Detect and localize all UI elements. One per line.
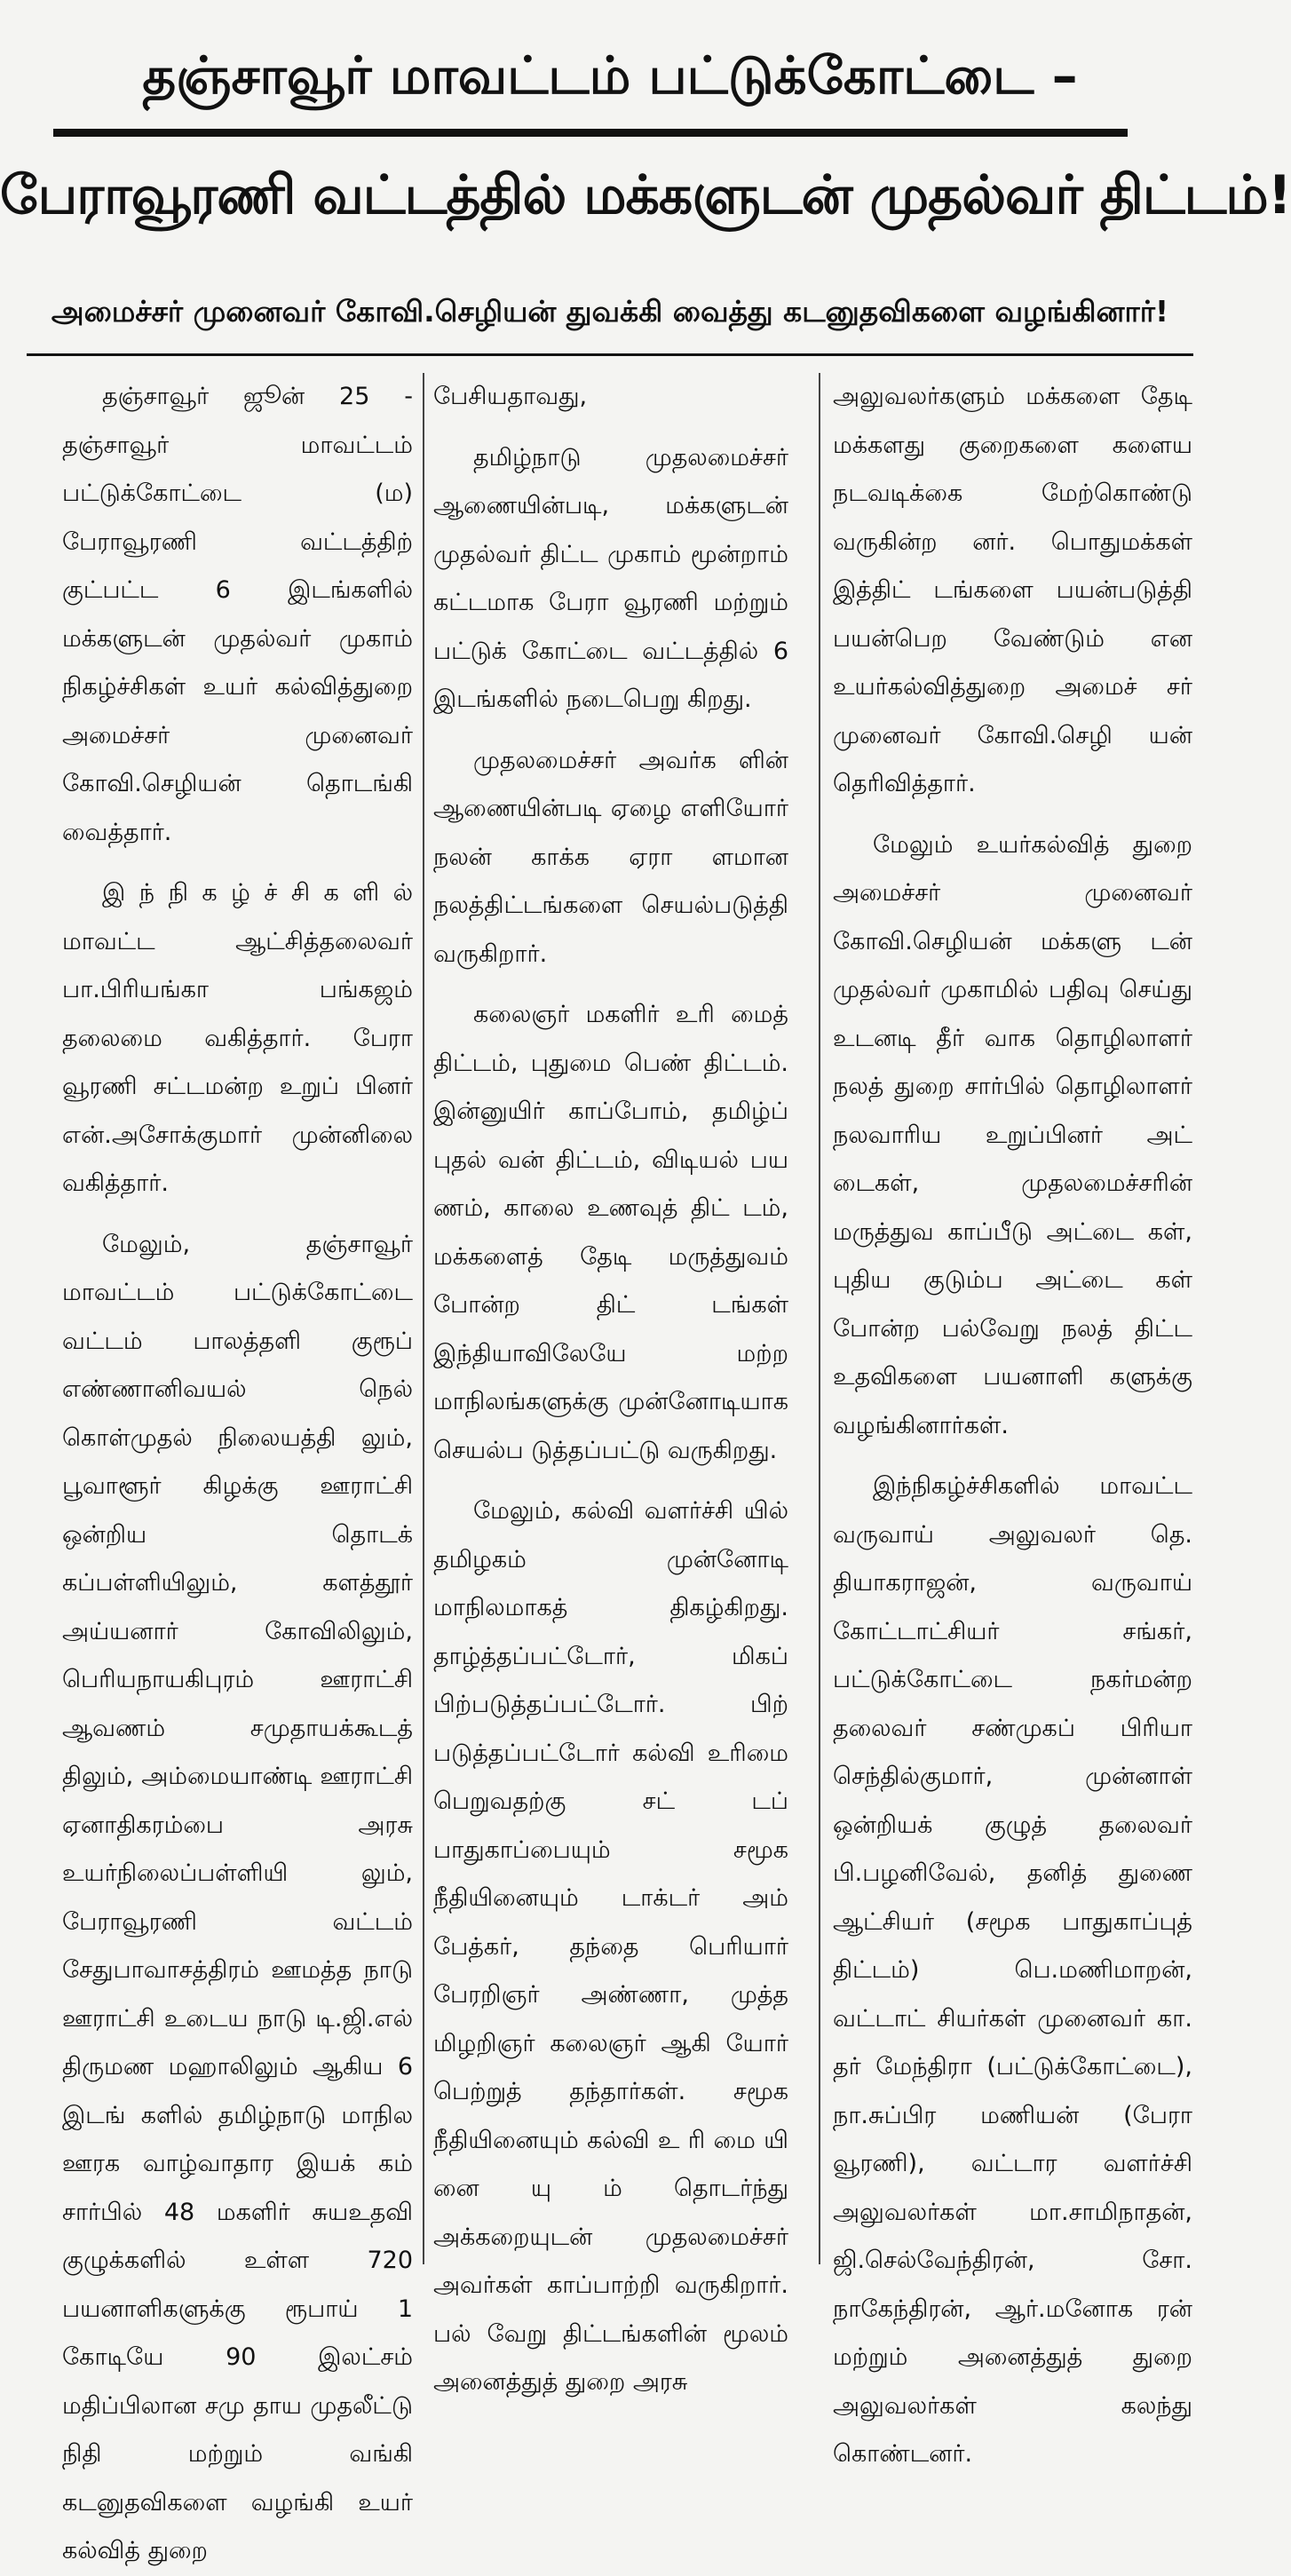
subhead-rule bbox=[27, 353, 1193, 356]
paragraph: இ ந் நி க ழ் ச் சி க ளி ல் மாவட்ட ஆட்சித்தலைவர் பா.பிரியங்கா பங்கஜம் தலைமை வகித்தார். பேரா வூரணி சட்டமன்ற உறுப் பினர் என்.அசோக்குமார் முன்னிலை வகித்தார். bbox=[62, 879, 413, 1197]
column-divider bbox=[423, 373, 424, 2264]
paragraph: கலைஞர் மகளிர் உரி மைத் திட்டம், புதுமை பெண் திட்டம். இன்னுயிர் காப்போம், தமிழ்ப் புதல் வன் திட்டம், விடியல் பய ணம், காலை உணவுத் திட் டம், மக்களைத் தேடி மருத்துவம் போன்ற திட் டங்கள் இந்தியாவிலேயே மற்ற மாநிலங்களுக்கு முன்னோடியாக செயல்ப டுத்தப்பட்டு வருகிறது. bbox=[433, 1001, 788, 1464]
paragraph: மேலும், தஞ்சாவூர் மாவட்டம் பட்டுக்கோட்டை வட்டம் பாலத்தளி குரூப் எண்ணானிவயல் நெல் கொள்முதல் நிலையத்தி லும், பூவாளூர் கிழக்கு ஊராட்சி ஒன்றிய தொடக் கப்பள்ளியிலும், களத்தூர் அய்யனார் கோவிலிலும், பெரியநாயகிபுரம் ஊராட்சி ஆவணம் சமுதாயக்கூடத் திலும், அம்மையாண்டி ஊராட்சி ஏனாதிகரம்பை அரசு உயர்நிலைப்பள்ளியி லும், பேராவூரணி வட்டம் சேதுபாவாசத்திரம் ஊமத்த நாடு ஊராட்சி உடைய நாடு டி.ஜி.எல் திருமண மஹாலிலும் ஆகிய 6 இடங் களில் தமிழ்நாடு மாநில ஊரக வாழ்வாதார இயக் கம் சார்பில் 48 மகளிர் சுயஉதவி குழுக்களில் உள்ள 720 பயனாளிகளுக்கு ரூபாய் 1 கோடியே 90 இலட்சம் மதிப்பிலான சமு தாய முதலீட்டு நிதி மற்றும் வங்கி கடனுதவிகளை வழங்கி உயர் கல்வித் துறை bbox=[62, 1230, 413, 2564]
title-rule bbox=[53, 129, 1128, 137]
column-2 bbox=[433, 373, 788, 2396]
paragraph: மேலும் உயர்கல்வித் துறை அமைச்சர் முனைவர் கோவி.செழியன் மக்களு டன் முதல்வர் முகாமில் பதிவு செய்து உடனடி தீர் வாக தொழிலாளர் நலத் துறை சார்பில் தொழிலாளர் நலவாரிய உறுப்பினர் அட் டைகள், முதலமைச்சரின் மருத்துவ காப்பீடு அட்டை கள், புதிய குடும்ப அட்டை கள் போன்ற பல்வேறு நலத் திட்ட உதவிகளை பயனாளி களுக்கு வழங்கினார்கள். bbox=[833, 830, 1192, 1439]
headline: பேராவூரணி வட்டத்தில் மக்களுடன் முதல்வர் திட்டம்! bbox=[0, 164, 1291, 226]
paragraph: தஞ்சாவூர் ஜூன் 25 - தஞ்சாவூர் மாவட்டம் பட்டுக்கோட்டை (ம) பேராவூரணி வட்டத்திற் குட்பட்ட 6 இடங்களில் மக்களுடன் முதல்வர் முகாம் நிகழ்ச்சிகள் உயர் கல்வித்துறை அமைச்சர் முனைவர் கோவி.செழியன் தொடங்கி வைத்தார். bbox=[62, 383, 413, 846]
kicker-line: தஞ்சாவூர் மாவட்டம் பட்டுக்கோட்டை – bbox=[142, 45, 1078, 106]
subheadline: அமைச்சர் முனைவர் கோவி.செழியன் துவக்கி வைத்து கடனுதவிகளை வழங்கினார்! bbox=[51, 294, 1169, 329]
paragraph: முதலமைச்சர் அவர்க ளின் ஆணையின்படி ஏழை எளியோர் நலன் காக்க ஏரா ளமான நலத்திட்டங்களை செயல்படுத்தி வருகிறார். bbox=[433, 746, 788, 968]
paragraph: அலுவலர்களும் மக்களை தேடி மக்களது குறைகளை களைய நடவடிக்கை மேற்கொண்டு வருகின்ற னர். பொதுமக்கள் இத்திட் டங்களை பயன்படுத்தி பயன்பெற வேண்டும் என உயர்கல்வித்துறை அமைச் சர் முனைவர் கோவி.செழி யன் தெரிவித்தார். bbox=[833, 383, 1192, 797]
column-1 bbox=[62, 373, 413, 2564]
paragraph: மேலும், கல்வி வளர்ச்சி யில் தமிழகம் முன்னோடி மாநிலமாகத் திகழ்கிறது. தாழ்த்தப்பட்டோர், மிகப் பிற்படுத்தப்பட்டோர். பிற் படுத்தப்பட்டோர் கல்வி உரிமை பெறுவதற்கு சட் டப் பாதுகாப்பையும் சமூக நீதியினையும் டாக்டர் அம் பேத்கர், தந்தை பெரியார் பேரறிஞர் அண்ணா, முத்த மிழறிஞர் கலைஞர் ஆகி யோர் பெற்றுத் தந்தார்கள். சமூக நீதியினையும் கல்வி உ ரி மை யி னை யு ம் தொடர்ந்து அக்கறையுடன் முதலமைச்சர் அவர்கள் காப்பாற்றி வருகிறார். பல் வேறு திட்டங்களின் மூலம் அனைத்துத் துறை அரசு bbox=[433, 1497, 788, 2396]
paragraph: தமிழ்நாடு முதலமைச்சர் ஆணையின்படி, மக்களுடன் முதல்வர் திட்ட முகாம் மூன்றாம் கட்டமாக பேரா வூரணி மற்றும் பட்டுக் கோட்டை வட்டத்தில் 6 இடங்களில் நடைபெறு கிறது. bbox=[433, 443, 788, 713]
paragraph: இந்நிகழ்ச்சிகளில் மாவட்ட வருவாய் அலுவலர் தெ. தியாகராஜன், வருவாய் கோட்டாட்சியர் சங்கர், பட்டுக்கோட்டை நகர்மன்ற தலைவர் சண்முகப் பிரியா செந்தில்குமார், முன்னாள் ஒன்றியக் குழுத் தலைவர் பி.பழனிவேல், தனித் துணை ஆட்சியர் (சமூக பாதுகாப்புத் திட்டம்) பெ.மணிமாறன், வட்டாட் சியர்கள் முனைவர் கா. தர் மேந்திரா (பட்டுக்கோட்டை), நா.சுப்பிர மணியன் (பேரா வூரணி), வட்டார வளர்ச்சி அலுவலர்கள் மா.சாமிநாதன், ஜி.செல்வேந்திரன், சோ. நாகேந்திரன், ஆர்.மனோக ரன் மற்றும் அனைத்துத் துறை அலுவலர்கள் கலந்து கொண்டனர். bbox=[833, 1472, 1192, 2468]
column-divider bbox=[819, 373, 820, 2264]
column-3 bbox=[833, 373, 1192, 2468]
paragraph: பேசியதாவது, bbox=[433, 383, 588, 410]
